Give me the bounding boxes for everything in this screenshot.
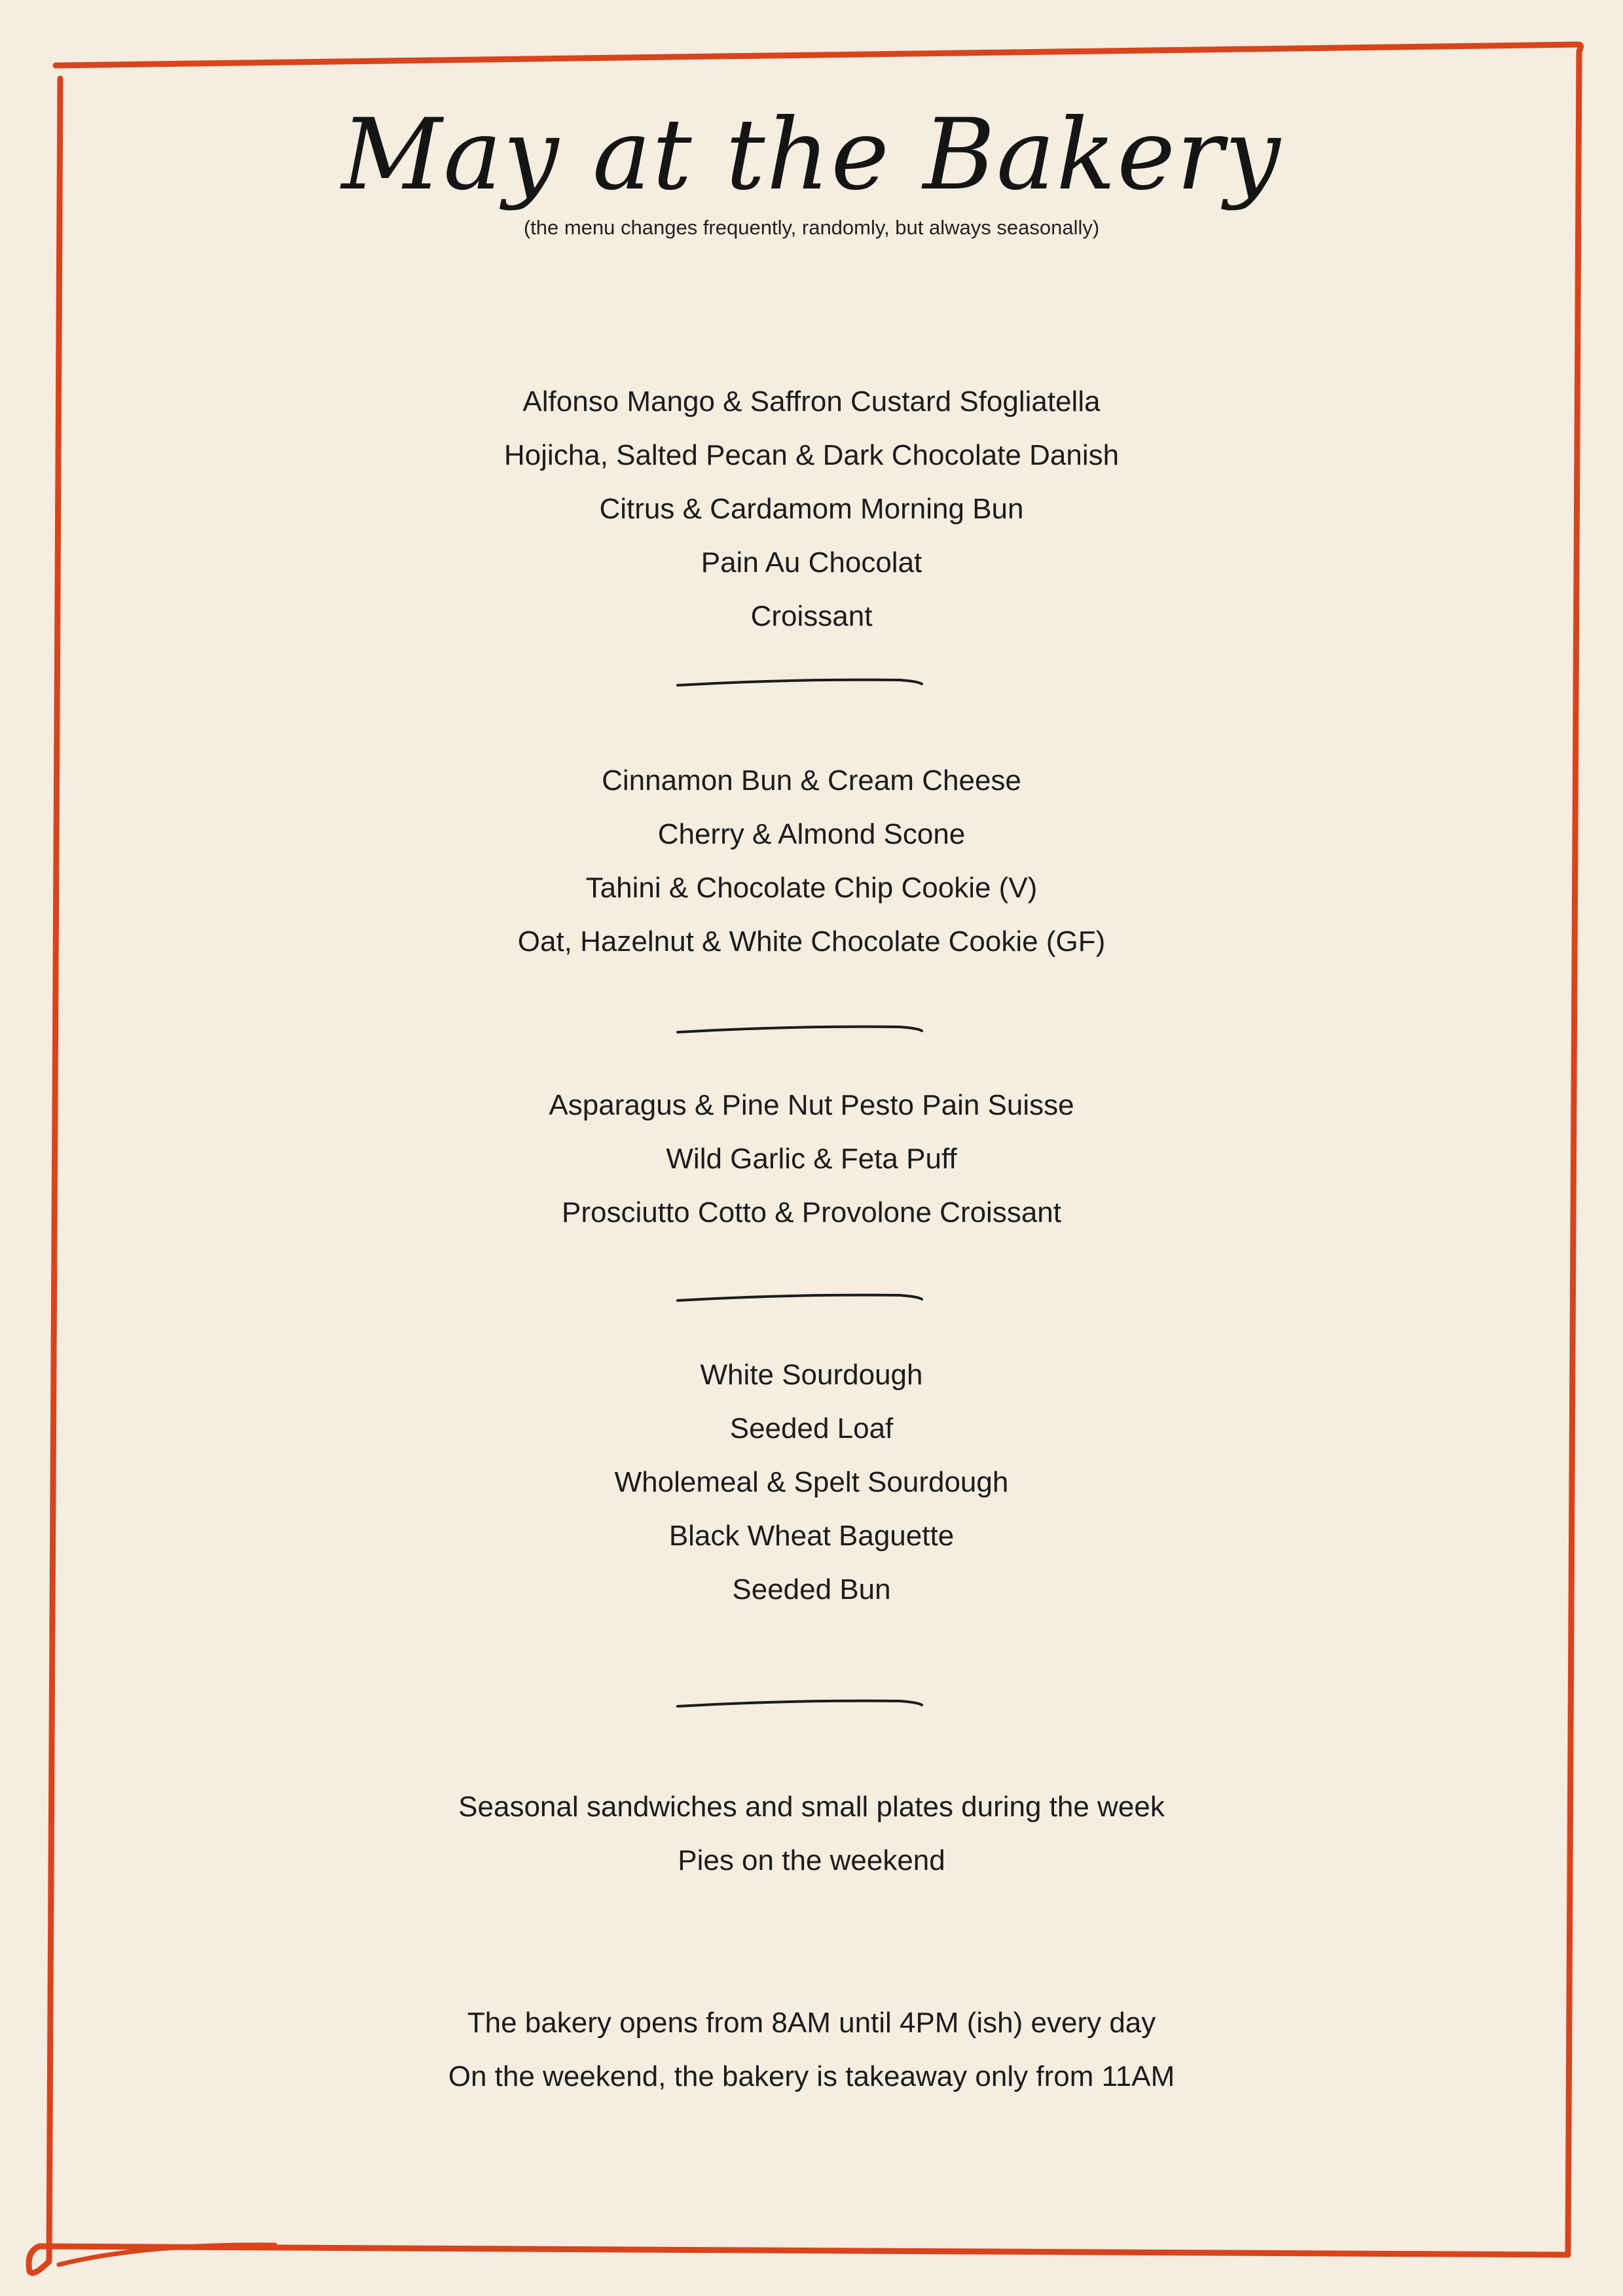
extras-line: Pies on the weekend xyxy=(678,1844,945,1876)
divider-3 xyxy=(674,1287,926,1307)
menu-item: Pain Au Chocolat xyxy=(701,547,922,579)
menu-section-bread xyxy=(0,1348,1623,1617)
menu-item: Asparagus & Pine Nut Pesto Pain Suisse xyxy=(549,1089,1074,1121)
menu-item: Tahini & Chocolate Chip Cookie (V) xyxy=(585,872,1038,904)
menu-section-savoury xyxy=(0,1079,1623,1240)
menu-item: Alfonso Mango & Saffron Custard Sfogliatella xyxy=(522,386,1101,418)
hours-line: On the weekend, the bakery is takeaway only from 11AM xyxy=(448,2060,1175,2092)
menu-item: Croissant xyxy=(750,600,873,632)
menu-section-bakes xyxy=(0,754,1623,969)
divider-1 xyxy=(674,672,926,692)
divider-2 xyxy=(674,1019,926,1039)
menu-item: Citrus & Cardamom Morning Bun xyxy=(599,493,1024,525)
hours-line: The bakery opens from 8AM until 4PM (ish) every day xyxy=(467,2007,1156,2039)
menu-item: Wild Garlic & Feta Puff xyxy=(666,1143,957,1175)
menu-item: Hojicha, Salted Pecan & Dark Chocolate Danish xyxy=(503,439,1120,471)
menu-item: Cherry & Almond Scone xyxy=(657,818,966,850)
menu-item: Cinnamon Bun & Cream Cheese xyxy=(602,764,1021,797)
menu-section-pastries xyxy=(0,375,1623,643)
menu-item: Prosciutto Cotto & Provolone Croissant xyxy=(561,1196,1062,1229)
menu-item: Seeded Bun xyxy=(732,1573,891,1605)
menu-item: Wholemeal & Spelt Sourdough xyxy=(614,1466,1009,1498)
menu-item: White Sourdough xyxy=(700,1359,923,1391)
extras-section xyxy=(0,1780,1623,1888)
menu-item: Seeded Loaf xyxy=(729,1412,894,1444)
menu-item: Oat, Hazelnut & White Chocolate Cookie (GF) xyxy=(517,925,1106,958)
divider-4 xyxy=(674,1693,926,1713)
page-subtitle: (the menu changes frequently, randomly, but always seasonally) xyxy=(523,216,1100,239)
extras-line: Seasonal sandwiches and small plates during the week xyxy=(458,1791,1165,1823)
opening-hours-section xyxy=(0,1996,1623,2104)
menu-item: Black Wheat Baguette xyxy=(668,1520,955,1552)
page-title: May at the Bakery xyxy=(341,98,1282,212)
